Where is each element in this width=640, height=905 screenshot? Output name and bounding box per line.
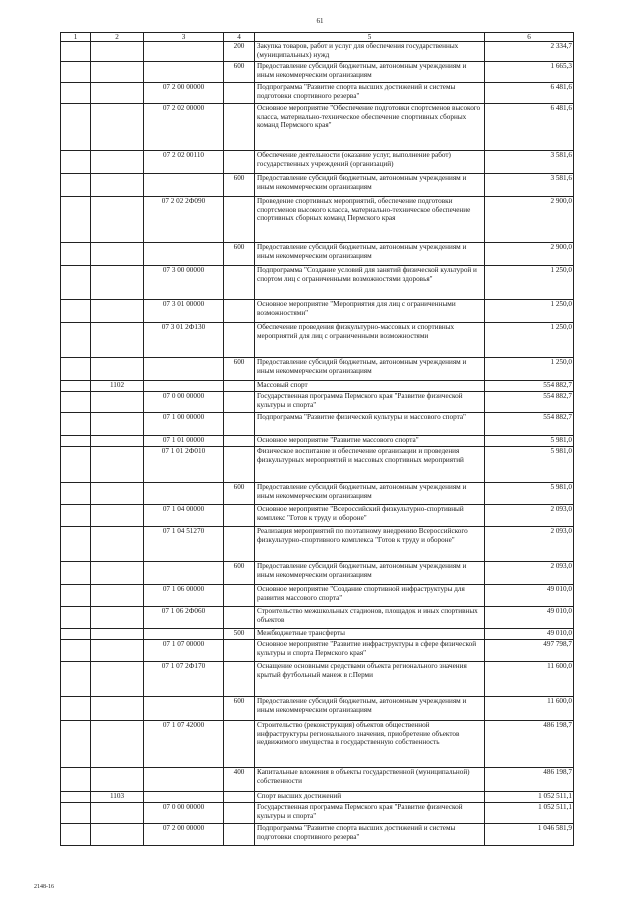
section-cell xyxy=(61,768,91,792)
target-article-cell: 07 1 00 00000 xyxy=(144,413,224,436)
section-cell xyxy=(61,803,91,824)
subsection-cell xyxy=(91,803,144,824)
target-article-cell: 07 1 06 2Ф060 xyxy=(144,607,224,629)
subsection-cell xyxy=(91,585,144,607)
subsection-cell xyxy=(91,447,144,483)
header-cell: 1 xyxy=(61,33,91,42)
target-article-cell xyxy=(144,697,224,721)
section-cell xyxy=(61,662,91,697)
target-article-cell: 07 1 07 2Ф170 xyxy=(144,662,224,697)
subsection-cell xyxy=(91,413,144,436)
section-cell xyxy=(61,436,91,447)
expense-type-cell: 500 xyxy=(224,629,255,640)
table-row xyxy=(61,300,574,323)
target-article-cell xyxy=(144,358,224,381)
expense-type-cell xyxy=(224,721,255,768)
table-row xyxy=(61,62,574,83)
amount-cell: 497 798,7 xyxy=(485,640,574,662)
target-article-cell: 07 2 02 2Ф090 xyxy=(144,197,224,243)
amount-cell: 6 481,6 xyxy=(485,83,574,104)
amount-cell: 486 198,7 xyxy=(485,721,574,768)
expense-type-cell xyxy=(224,824,255,846)
section-cell xyxy=(61,151,91,174)
description-cell: Физическое воспитание и обеспечение организации и проведения физкультурных мероприятий и массовых спортивных мероприятий xyxy=(255,447,485,483)
amount-cell: 49 010,0 xyxy=(485,607,574,629)
subsection-cell xyxy=(91,392,144,413)
target-article-cell xyxy=(144,243,224,266)
target-article-cell: 07 0 00 00000 xyxy=(144,803,224,824)
table-row xyxy=(61,483,574,505)
page-number: 61 xyxy=(316,17,324,25)
description-cell: Капитальные вложения в объекты государственной (муниципальной) собственности xyxy=(255,768,485,792)
table-row xyxy=(61,243,574,266)
expense-type-cell: 600 xyxy=(224,358,255,381)
amount-cell: 11 600,0 xyxy=(485,662,574,697)
header-cell: 2 xyxy=(91,33,144,42)
amount-cell: 3 581,6 xyxy=(485,151,574,174)
section-cell xyxy=(61,381,91,392)
expense-type-cell xyxy=(224,83,255,104)
description-cell: Проведение спортивных мероприятий, обеспечение подготовки спортсменов высокого класса, материально-техническое обеспечение спортивных сборных команд Пермского края xyxy=(255,197,485,243)
description-cell: Реализация мероприятий по поэтапному внедрению Всероссийского физкультурно-спортивного комплекса "Готов к труду и обороне" xyxy=(255,527,485,562)
amount-cell: 2 334,7 xyxy=(485,42,574,62)
table-row xyxy=(61,803,574,824)
description-cell: Основное мероприятие "Обеспечение подготовки спортсменов высокого класса, материально-техническое обеспечение спортивных сборных команд Пермского края" xyxy=(255,104,485,151)
target-article-cell xyxy=(144,562,224,585)
expense-type-cell xyxy=(224,104,255,151)
expense-type-cell xyxy=(224,505,255,527)
description-cell: Государственная программа Пермского края "Развитие физической культуры и спорта" xyxy=(255,803,485,824)
subsection-cell xyxy=(91,824,144,846)
subsection-cell: 1103 xyxy=(91,792,144,803)
subsection-cell xyxy=(91,662,144,697)
table-row xyxy=(61,585,574,607)
description-cell: Основное мероприятие "Мероприятия для лиц с ограниченными возможностями" xyxy=(255,300,485,323)
table-row xyxy=(61,413,574,436)
target-article-cell xyxy=(144,381,224,392)
amount-cell: 5 981,0 xyxy=(485,483,574,505)
target-article-cell: 07 3 01 00000 xyxy=(144,300,224,323)
description-cell: Предоставление субсидий бюджетным, автономным учреждениям и иным некоммерческим организациям xyxy=(255,174,485,197)
description-cell: Подпрограмма "Развитие спорта высших достижений и системы подготовки спортивного резерва" xyxy=(255,824,485,846)
subsection-cell xyxy=(91,640,144,662)
amount-cell: 1 250,0 xyxy=(485,323,574,358)
amount-cell: 1 052 511,1 xyxy=(485,792,574,803)
expense-type-cell xyxy=(224,662,255,697)
subsection-cell xyxy=(91,174,144,197)
expense-type-cell: 600 xyxy=(224,174,255,197)
target-article-cell xyxy=(144,174,224,197)
expense-type-cell: 600 xyxy=(224,697,255,721)
expense-type-cell xyxy=(224,300,255,323)
subsection-cell xyxy=(91,629,144,640)
description-cell: Предоставление субсидий бюджетным, автономным учреждениям и иным некоммерческим организациям xyxy=(255,243,485,266)
description-cell: Основное мероприятие "Всероссийский физкультурно-спортивный комплекс "Готов к труду и обороне" xyxy=(255,505,485,527)
description-cell: Предоставление субсидий бюджетным, автономным учреждениям и иным некоммерческим организациям xyxy=(255,697,485,721)
table-row xyxy=(61,697,574,721)
table-row xyxy=(61,197,574,243)
budget-table-container xyxy=(60,32,573,846)
target-article-cell: 07 1 04 00000 xyxy=(144,505,224,527)
target-article-cell xyxy=(144,483,224,505)
target-article-cell: 07 2 00 00000 xyxy=(144,83,224,104)
subsection-cell xyxy=(91,562,144,585)
subsection-cell xyxy=(91,104,144,151)
expense-type-cell xyxy=(224,607,255,629)
amount-cell: 1 046 581,9 xyxy=(485,824,574,846)
description-cell: Оснащение основными средствами объекта регионального значения крытый футбольный манеж в г.Перми xyxy=(255,662,485,697)
expense-type-cell xyxy=(224,323,255,358)
expense-type-cell xyxy=(224,151,255,174)
subsection-cell xyxy=(91,697,144,721)
expense-type-cell xyxy=(224,266,255,300)
section-cell xyxy=(61,358,91,381)
amount-cell: 554 882,7 xyxy=(485,392,574,413)
amount-cell: 486 198,7 xyxy=(485,768,574,792)
table-row xyxy=(61,629,574,640)
description-cell: Массовый спорт xyxy=(255,381,485,392)
expense-type-cell xyxy=(224,392,255,413)
amount-cell: 1 052 511,1 xyxy=(485,803,574,824)
section-cell xyxy=(61,300,91,323)
target-article-cell: 07 3 01 2Ф130 xyxy=(144,323,224,358)
subsection-cell xyxy=(91,323,144,358)
subsection-cell xyxy=(91,62,144,83)
target-article-cell: 07 2 02 00000 xyxy=(144,104,224,151)
description-cell: Межбюджетные трансферты xyxy=(255,629,485,640)
subsection-cell xyxy=(91,483,144,505)
description-cell: Спорт высших достижений xyxy=(255,792,485,803)
description-cell: Обеспечение деятельности (оказание услуг, выполнение работ) государственных учреждений (организаций) xyxy=(255,151,485,174)
section-cell xyxy=(61,392,91,413)
table-row xyxy=(61,42,574,62)
amount-cell: 554 882,7 xyxy=(485,381,574,392)
description-cell: Государственная программа Пермского края "Развитие физической культуры и спорта" xyxy=(255,392,485,413)
table-row xyxy=(61,562,574,585)
table-row xyxy=(61,436,574,447)
target-article-cell: 07 1 07 42000 xyxy=(144,721,224,768)
amount-cell: 1 665,3 xyxy=(485,62,574,83)
target-article-cell: 07 1 06 00000 xyxy=(144,585,224,607)
amount-cell: 2 093,0 xyxy=(485,562,574,585)
table-row xyxy=(61,447,574,483)
section-cell xyxy=(61,174,91,197)
target-article-cell xyxy=(144,62,224,83)
table-row xyxy=(61,174,574,197)
target-article-cell: 07 0 00 00000 xyxy=(144,392,224,413)
table-row xyxy=(61,824,574,846)
table-row xyxy=(61,83,574,104)
header-cell: 3 xyxy=(144,33,224,42)
amount-cell: 2 093,0 xyxy=(485,505,574,527)
subsection-cell xyxy=(91,243,144,266)
amount-cell: 49 010,0 xyxy=(485,585,574,607)
subsection-cell xyxy=(91,607,144,629)
target-article-cell xyxy=(144,768,224,792)
expense-type-cell xyxy=(224,527,255,562)
expense-type-cell xyxy=(224,436,255,447)
section-cell xyxy=(61,447,91,483)
table-row xyxy=(61,104,574,151)
table-row xyxy=(61,381,574,392)
section-cell xyxy=(61,607,91,629)
amount-cell: 3 581,6 xyxy=(485,174,574,197)
target-article-cell: 07 2 00 00000 xyxy=(144,824,224,846)
amount-cell: 1 250,0 xyxy=(485,266,574,300)
expense-type-cell xyxy=(224,447,255,483)
target-article-cell: 07 1 01 00000 xyxy=(144,436,224,447)
description-cell: Основное мероприятие "Создание спортивной инфраструктуры для развития массового спорта" xyxy=(255,585,485,607)
table-row xyxy=(61,392,574,413)
expense-type-cell: 600 xyxy=(224,243,255,266)
table-row xyxy=(61,640,574,662)
subsection-cell xyxy=(91,266,144,300)
section-cell xyxy=(61,413,91,436)
description-cell: Основное мероприятие "Развитие массового спорта" xyxy=(255,436,485,447)
table-row xyxy=(61,151,574,174)
subsection-cell xyxy=(91,83,144,104)
expense-type-cell xyxy=(224,792,255,803)
section-cell xyxy=(61,104,91,151)
description-cell: Подпрограмма "Развитие физической культуры и массового спорта" xyxy=(255,413,485,436)
section-cell xyxy=(61,483,91,505)
amount-cell: 1 250,0 xyxy=(485,300,574,323)
header-cell: 6 xyxy=(485,33,574,42)
description-cell: Закупка товаров, работ и услуг для обеспечения государственных (муниципальных) нужд xyxy=(255,42,485,62)
section-cell xyxy=(61,505,91,527)
target-article-cell: 07 2 02 00110 xyxy=(144,151,224,174)
expense-type-cell xyxy=(224,413,255,436)
expense-type-cell: 600 xyxy=(224,483,255,505)
expense-type-cell xyxy=(224,640,255,662)
section-cell xyxy=(61,629,91,640)
amount-cell: 11 600,0 xyxy=(485,697,574,721)
section-cell xyxy=(61,62,91,83)
amount-cell: 2 093,0 xyxy=(485,527,574,562)
subsection-cell xyxy=(91,358,144,381)
expense-type-cell: 400 xyxy=(224,768,255,792)
description-cell: Подпрограмма "Создание условий для занятий физической культурой и спортом лиц с ограниченными возможностями здоровья" xyxy=(255,266,485,300)
target-article-cell xyxy=(144,629,224,640)
amount-cell: 554 882,7 xyxy=(485,413,574,436)
subsection-cell: 1102 xyxy=(91,381,144,392)
subsection-cell xyxy=(91,436,144,447)
section-cell xyxy=(61,792,91,803)
section-cell xyxy=(61,824,91,846)
target-article-cell: 07 1 07 00000 xyxy=(144,640,224,662)
document-code: 2148-16 xyxy=(34,884,54,890)
target-article-cell xyxy=(144,792,224,803)
table-row xyxy=(61,792,574,803)
description-cell: Строительство межшкольных стадионов, площадок и иных спортивных объектов xyxy=(255,607,485,629)
subsection-cell xyxy=(91,527,144,562)
amount-cell: 5 981,0 xyxy=(485,436,574,447)
subsection-cell xyxy=(91,768,144,792)
section-cell xyxy=(61,243,91,266)
table-row xyxy=(61,768,574,792)
amount-cell: 1 250,0 xyxy=(485,358,574,381)
amount-cell: 5 981,0 xyxy=(485,447,574,483)
table-row xyxy=(61,527,574,562)
section-cell xyxy=(61,83,91,104)
section-cell xyxy=(61,640,91,662)
section-cell xyxy=(61,42,91,62)
table-row xyxy=(61,607,574,629)
section-cell xyxy=(61,266,91,300)
target-article-cell: 07 1 04 51270 xyxy=(144,527,224,562)
target-article-cell xyxy=(144,42,224,62)
target-article-cell: 07 1 01 2Ф010 xyxy=(144,447,224,483)
subsection-cell xyxy=(91,721,144,768)
target-article-cell: 07 3 00 00000 xyxy=(144,266,224,300)
description-cell: Предоставление субсидий бюджетным, автономным учреждениям и иным некоммерческим организациям xyxy=(255,483,485,505)
description-cell: Предоставление субсидий бюджетным, автономным учреждениям и иным некоммерческим организациям xyxy=(255,562,485,585)
amount-cell: 2 900,0 xyxy=(485,243,574,266)
table-row xyxy=(61,721,574,768)
description-cell: Обеспечение проведения физкультурно-массовых и спортивных мероприятий для лиц с ограниченными возможностями xyxy=(255,323,485,358)
description-cell: Предоставление субсидий бюджетным, автономным учреждениям и иным некоммерческим организациям xyxy=(255,62,485,83)
description-cell: Основное мероприятие "Развитие инфраструктуры в сфере физической культуры и спорта Пермского края" xyxy=(255,640,485,662)
description-cell: Подпрограмма "Развитие спорта высших достижений и системы подготовки спортивного резерва" xyxy=(255,83,485,104)
amount-cell: 6 481,6 xyxy=(485,104,574,151)
amount-cell: 2 900,0 xyxy=(485,197,574,243)
table-row xyxy=(61,358,574,381)
expense-type-cell xyxy=(224,197,255,243)
budget-table xyxy=(60,32,574,846)
subsection-cell xyxy=(91,42,144,62)
section-cell xyxy=(61,323,91,358)
subsection-cell xyxy=(91,505,144,527)
header-cell: 5 xyxy=(255,33,485,42)
section-cell xyxy=(61,562,91,585)
description-cell: Строительство (реконструкция) объектов общественной инфраструктуры регионального значения, приобретение объектов недвижимого имущества в государственную собственность xyxy=(255,721,485,768)
section-cell xyxy=(61,197,91,243)
section-cell xyxy=(61,527,91,562)
section-cell xyxy=(61,585,91,607)
table-row xyxy=(61,323,574,358)
expense-type-cell xyxy=(224,381,255,392)
section-cell xyxy=(61,721,91,768)
description-cell: Предоставление субсидий бюджетным, автономным учреждениям и иным некоммерческим организациям xyxy=(255,358,485,381)
expense-type-cell: 200 xyxy=(224,42,255,62)
subsection-cell xyxy=(91,197,144,243)
table-row xyxy=(61,266,574,300)
table-row xyxy=(61,505,574,527)
section-cell xyxy=(61,697,91,721)
expense-type-cell xyxy=(224,585,255,607)
header-cell: 4 xyxy=(224,33,255,42)
subsection-cell xyxy=(91,300,144,323)
expense-type-cell: 600 xyxy=(224,562,255,585)
subsection-cell xyxy=(91,151,144,174)
table-row xyxy=(61,662,574,697)
column-number-header xyxy=(61,33,574,42)
amount-cell: 49 010,0 xyxy=(485,629,574,640)
expense-type-cell: 600 xyxy=(224,62,255,83)
expense-type-cell xyxy=(224,803,255,824)
